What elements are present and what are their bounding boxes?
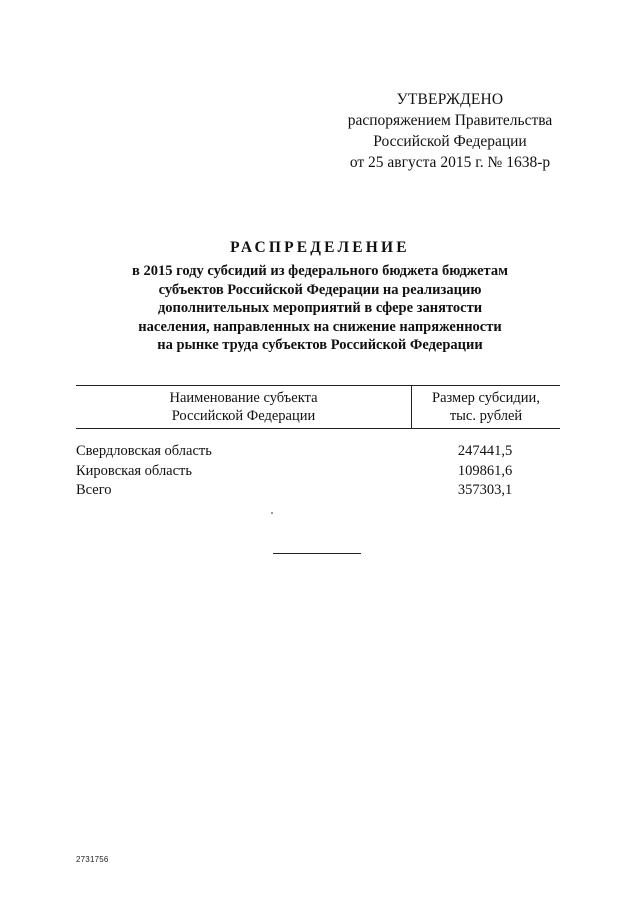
document-subtitle [80, 262, 560, 355]
header-subsidy-amount [412, 386, 560, 428]
header-subject-name-line-1: Наименование субъекта [169, 390, 318, 406]
scan-dot [271, 512, 273, 514]
table-row [76, 462, 560, 482]
header-subsidy-amount-line-2: тыс. рублей [449, 408, 523, 424]
document-title: РАСПРЕДЕЛЕНИЕ [230, 239, 410, 256]
approval-line-1: распоряжением Правительства [347, 112, 553, 129]
table-header [76, 385, 560, 429]
closing-rule [273, 553, 361, 554]
subtitle-line-3: дополнительных мероприятий в сфере занятости [157, 300, 483, 317]
subtitle-line-1: в 2015 году субсидий из федерального бюджета бюджетам [132, 263, 508, 279]
subtitle-line-2: субъектов Российской Федерации на реализацию [158, 281, 482, 298]
approval-line-3: от 25 августа 2015 г. № 1638-р [349, 154, 551, 171]
subtitle-line-5: на рынке труда субъектов Российской Федерации [157, 337, 483, 354]
row-subsidy-amount: 247441,5 [457, 443, 513, 459]
header-subject-name-line-2: Российской Федерации [171, 408, 316, 424]
table-body [76, 442, 560, 501]
header-subsidy-amount-line-1: Размер субсидии, [432, 390, 540, 406]
table-row [76, 442, 560, 462]
approval-block [330, 89, 570, 173]
subtitle-line-4: населения, направленных на снижение напряженности [138, 318, 502, 335]
header-subject-name [76, 386, 412, 428]
row-total-amount: 357303,1 [457, 482, 513, 498]
row-subsidy-amount: 109861,6 [457, 462, 513, 479]
row-subject-name: Кировская область [76, 462, 193, 479]
row-total-label: Всего [76, 482, 112, 498]
document-heading [80, 238, 560, 355]
table-row-total [76, 481, 560, 501]
row-subject-name: Свердловская область [76, 443, 212, 459]
approval-title: УТВЕРЖДЕНО [396, 91, 504, 108]
document-code: 2731756 [76, 855, 109, 864]
approval-line-2: Российской Федерации [373, 133, 527, 150]
